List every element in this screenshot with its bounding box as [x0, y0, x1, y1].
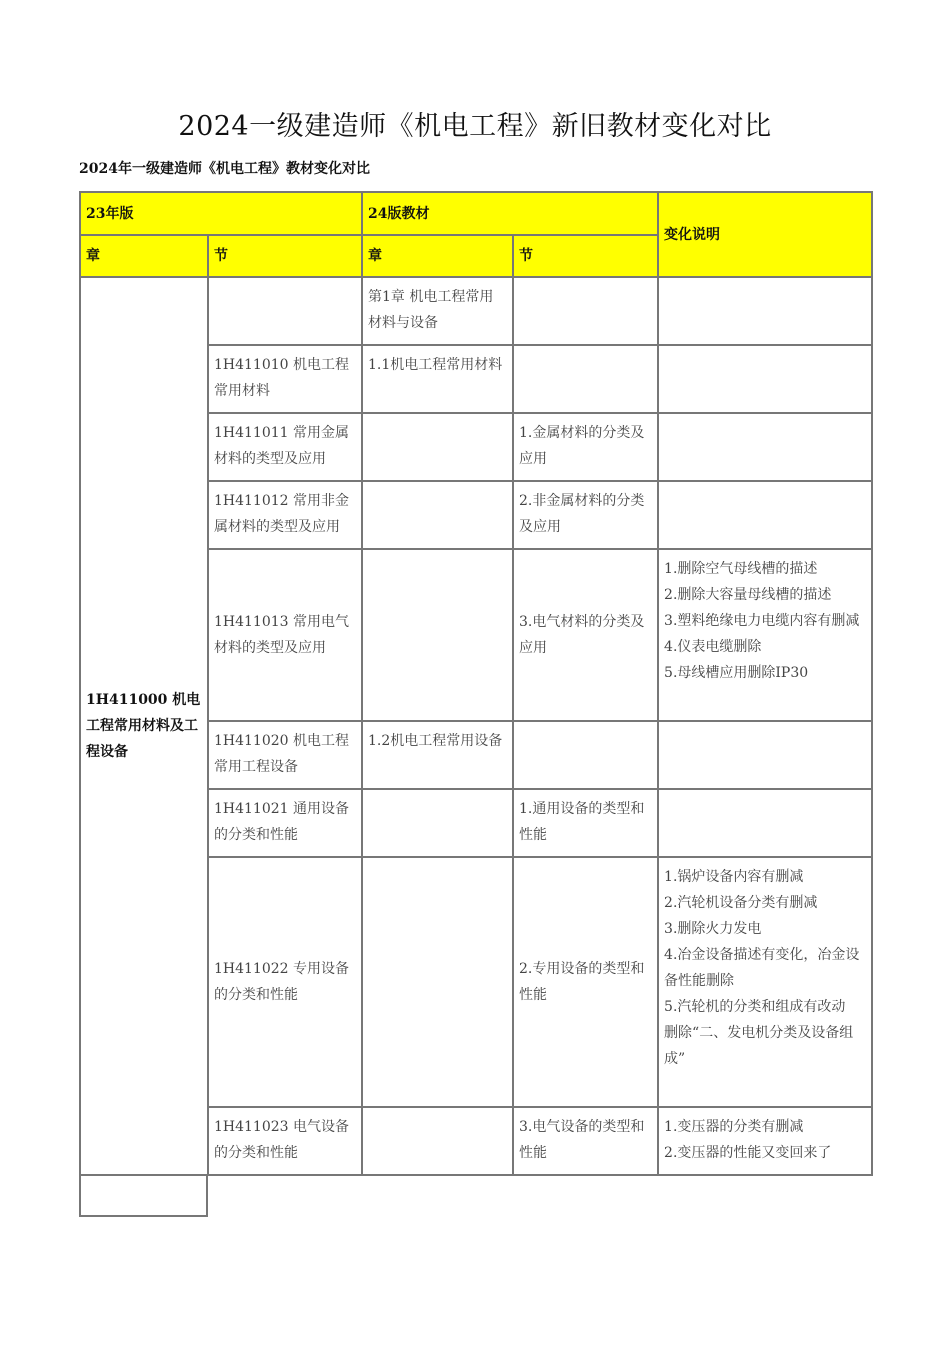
- chapter-24-cell: [362, 857, 513, 1107]
- document-title: 2024一级建造师《机电工程》新旧教材变化对比: [178, 111, 772, 142]
- change-note: 2.删除大容量母线槽的描述: [664, 587, 832, 603]
- section-24-cell: [513, 345, 658, 413]
- change-notes-cell: [658, 549, 872, 721]
- chapter-24-cell: [362, 789, 513, 857]
- document-subtitle: 2024年一级建造师《机电工程》教材变化对比: [79, 161, 370, 177]
- section-24-cell: 2.非金属材料的分类及应用: [513, 481, 658, 549]
- change-notes-cell: [658, 1107, 872, 1175]
- chapter-24-cell: [362, 1107, 513, 1175]
- section-23-cell: 1H411021 通用设备的分类和性能: [208, 789, 362, 857]
- chapter-23-cell: 1H411000 机电工程常用材料及工程设备: [80, 277, 208, 1175]
- section-23-cell: 1H411020 机电工程常用工程设备: [208, 721, 362, 789]
- chapter-cell-extension: [79, 1175, 208, 1217]
- chapter-24-cell: [362, 481, 513, 549]
- change-notes-cell: [658, 857, 872, 1107]
- chapter-24-cell: [362, 549, 513, 721]
- header-change-notes: 变化说明: [658, 192, 872, 277]
- change-notes-cell: [658, 721, 872, 789]
- change-note: 1.变压器的分类有删减: [664, 1119, 804, 1135]
- section-23-cell: [208, 277, 362, 345]
- section-23-cell: 1H411023 电气设备的分类和性能: [208, 1107, 362, 1175]
- header-section-24: 节: [513, 235, 658, 277]
- change-notes-cell: [658, 481, 872, 549]
- section-24-cell: 3.电气材料的分类及应用: [513, 549, 658, 721]
- chapter-24-cell: 1.2机电工程常用设备: [362, 721, 513, 789]
- change-note: 5.母线槽应用删除IP30: [664, 665, 809, 681]
- section-24-cell: 2.专用设备的类型和性能: [513, 857, 658, 1107]
- section-24-cell: 1.通用设备的类型和性能: [513, 789, 658, 857]
- section-23-cell: 1H411013 常用电气材料的类型及应用: [208, 549, 362, 721]
- change-note: 5.汽轮机的分类和组成有改动: [664, 999, 846, 1015]
- change-notes-cell: [658, 345, 872, 413]
- change-note: 2.汽轮机设备分类有删减: [664, 895, 818, 911]
- header-section-23: 节: [208, 235, 362, 277]
- change-note: 3.删除火力发电: [664, 921, 762, 937]
- header-2023-edition: 23年版: [80, 192, 362, 235]
- section-24-cell: [513, 721, 658, 789]
- chapter-24-cell: 1.1机电工程常用材料: [362, 345, 513, 413]
- chapter-24-cell: [362, 413, 513, 481]
- change-note: 1.删除空气母线槽的描述: [664, 561, 818, 577]
- header-2024-edition: 24版教材: [362, 192, 658, 235]
- table-row: [80, 277, 872, 345]
- section-24-cell: 1.金属材料的分类及应用: [513, 413, 658, 481]
- section-24-cell: 3.电气设备的类型和性能: [513, 1107, 658, 1175]
- chapter-24-cell: 第1章 机电工程常用材料与设备: [362, 277, 513, 345]
- change-notes-cell: [658, 789, 872, 857]
- change-note: 4.仪表电缆删除: [664, 639, 762, 655]
- section-24-cell: [513, 277, 658, 345]
- change-notes-cell: [658, 277, 872, 345]
- section-23-cell: 1H411010 机电工程常用材料: [208, 345, 362, 413]
- change-note: 4.冶金设备描述有变化，冶金设备性能删除: [664, 947, 860, 989]
- change-note: 删除“二、发电机分类及设备组成”: [664, 1025, 854, 1067]
- header-chapter-24: 章: [362, 235, 513, 277]
- section-23-cell: 1H411011 常用金属材料的类型及应用: [208, 413, 362, 481]
- change-note: 3.塑料绝缘电力电缆内容有删减: [664, 613, 860, 629]
- change-notes-cell: [658, 413, 872, 481]
- header-chapter-23: 章: [80, 235, 208, 277]
- change-note: 1.锅炉设备内容有删减: [664, 869, 804, 885]
- change-note: 2.变压器的性能又变回来了: [664, 1145, 832, 1161]
- comparison-table: [79, 191, 873, 1176]
- section-23-cell: 1H411012 常用非金属材料的类型及应用: [208, 481, 362, 549]
- section-23-cell: 1H411022 专用设备的分类和性能: [208, 857, 362, 1107]
